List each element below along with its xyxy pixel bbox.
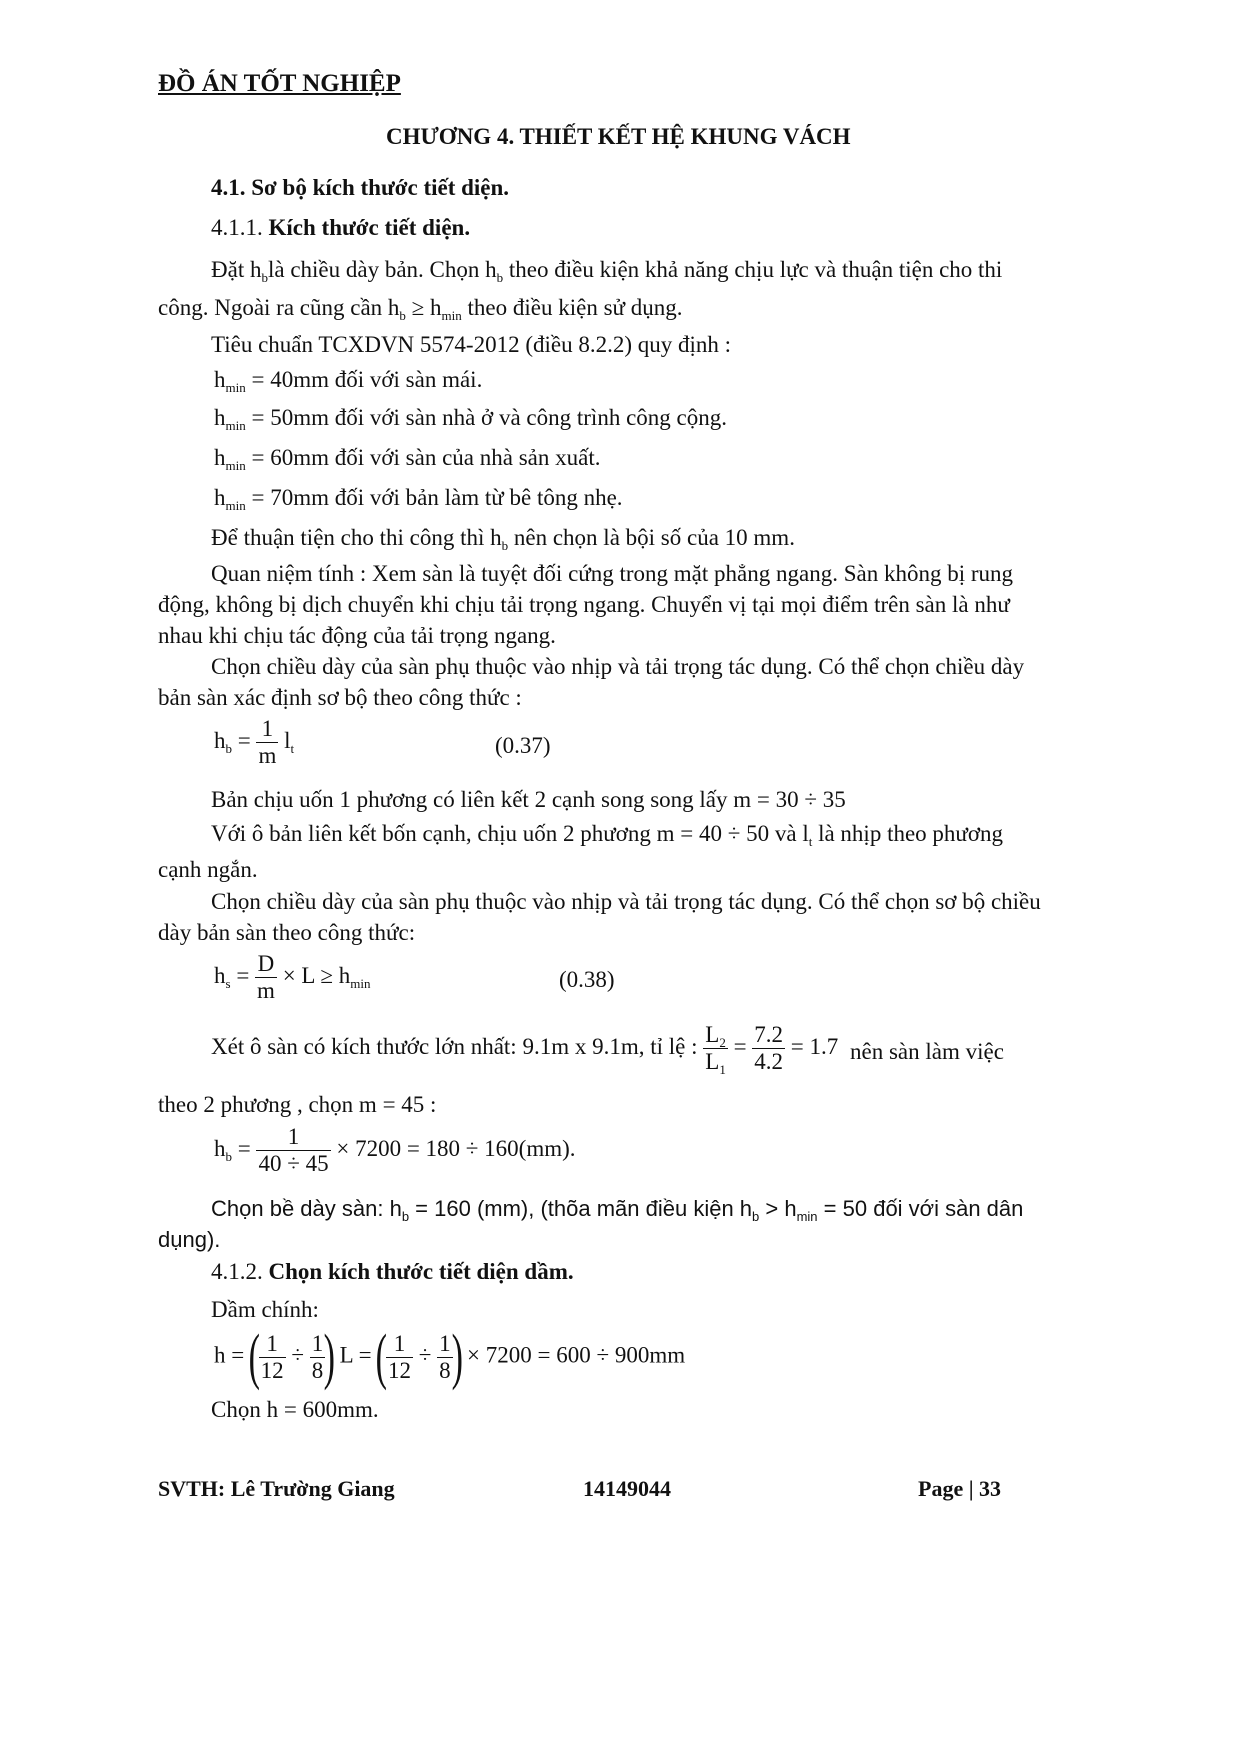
para-concept-2: động, không bị dịch chuyển khi chịu tải trọng ngang. Chuyển vị tại mọi điểm trên sàn là như [158, 592, 1010, 617]
para-convenience: Để thuận tiện cho thi công thì $h_b$ nên chọn là bội số của 10 mm. [211, 525, 795, 553]
chapter-title: CHƯƠNG 4. THIẾT KẾT HỆ KHUNG VÁCH [386, 124, 851, 149]
text-run: theo điều kiện sử dụng. [461, 295, 683, 320]
text-run: Bản chịu uốn 1 phương có liên kết 2 cạnh song song lấy [211, 787, 734, 812]
math-run: m = 30 ÷ 35 [733, 787, 846, 812]
subsection-number: 4.1.1. [211, 215, 269, 240]
hmin-line-3: $h_{min} = 60mm$ đối với sàn của nhà sản xuất. [214, 445, 601, 473]
para-ratio: Xét ô sàn có kích thước lớn nhất: 9.1m x 9.1m, tỉ lệ : $\frac{L_2}{L_1}$ = $\frac{7.2}{4.2}$ = 1.7 [211, 1022, 839, 1077]
para-concept-1: Quan niệm tính : Xem sàn là tuyệt đối cứng trong mặt phẳng ngang. Sàn không bị rung [211, 561, 1014, 586]
subsection-number: 4.1.2. [211, 1259, 269, 1284]
para-chosen-thickness-1: Chọn bề dày sàn: $h_b = 160$ (mm), (thõa mãn điều kiện $h_b > h_{min} = 50$ đối với sàn dân [211, 1196, 1024, 1224]
subsection-title: Chọn kích thước tiết diện dầm. [268, 1259, 574, 1284]
hmin-line-2: $h_{min} = 50mm$ đối với sàn nhà ở và công trình công cộng. [214, 405, 727, 433]
text-run: Chọn [211, 1397, 267, 1422]
para-one-way [211, 788, 846, 812]
text-run: Xét ô sàn có kích thước lớn nhất: 9.1m x 9.1m, tỉ lệ : [211, 1033, 704, 1059]
subsection-4-1-1 [211, 216, 470, 240]
math-run: × 7200 = 600 ÷ 900mm [461, 1342, 686, 1368]
page-header-title: ĐỒ ÁN TỐT NGHIỆP [158, 70, 401, 97]
equation-number-0-37: (0.37) [495, 733, 551, 758]
formula-0-37: $h_b$ = $\frac{1}{m}$ $l_t$ [214, 716, 295, 768]
fraction: $\frac{1}{12}$ [260, 1330, 284, 1383]
fraction: $\frac{1}{8}$ [311, 1330, 324, 1383]
para-1-line-1: Đặt $h_blà$ chiều dày bản. Chọn $h_b$ theo điều kiện khả năng chịu lực và thuận tiện cho thi [211, 257, 1003, 285]
chosen-height [211, 1398, 379, 1422]
math-run: × 7200 = 180 ÷ 160(mm). [330, 1135, 576, 1161]
para-two-way-1: Với ô bản liên kết bốn cạnh, chịu uốn 2 phương m = 40 ÷ 50 và $l_t$ là nhịp theo phương [211, 821, 1004, 849]
text-run: là chiều dày bản. Chọn [267, 257, 486, 282]
fraction: $\frac{1}{8}$ [439, 1330, 451, 1383]
text-run: = 50mm đối với sàn nhà ở và công trình công cộng. [245, 405, 727, 430]
hmin-line-1: $h_{min} = 40mm$ đối với sàn mái. [214, 367, 483, 395]
hmin-line-4: $h_{min} = 70mm$ đối với bản làm từ bê tông nhẹ. [214, 485, 623, 513]
fraction: $\frac{D}{m}$ [257, 951, 275, 1003]
text-run: = 50 đối với sàn dân [817, 1196, 1024, 1221]
subsection-title: Kích thước tiết diện. [268, 215, 471, 240]
para-thickness-2: bản sàn xác định sơ bộ theo công thức : [158, 685, 522, 710]
text-run: = 70mm đối với bản làm từ bê tông nhẹ. [245, 485, 623, 510]
text-run: Chọn bề dày sàn: h [211, 1196, 402, 1221]
text-run: là nhịp theo phương [812, 821, 1004, 846]
text-run: theo điều kiện khả năng chịu lực và thuận tiện cho thi [503, 257, 1003, 282]
text-run: > h [759, 1196, 797, 1221]
text-run: = 160 (mm), (thõa mãn điều kiện h [409, 1196, 753, 1221]
formula-hb: $h_b$ = $\frac{1}{40 \div 45}$ × 7200 = 180 ÷ 160(mm). [214, 1124, 576, 1176]
para-concept-3: nhau khi chịu tác động của tải trọng ngang. [158, 623, 556, 648]
equation-number-0-38: (0.38) [559, 967, 615, 992]
text-run: = 60mm đối với sàn của nhà sản xuất. [245, 445, 601, 470]
formula-beam-height: h = ( $\frac{1}{12}$ ÷ $\frac{1}{8}$ ) L = ( $\frac{1}{12}$ ÷ $\frac{1}{8}$ ) × 7200 = 600 ÷ 900mm [214, 1323, 686, 1391]
subsection-4-1-2 [211, 1260, 574, 1284]
para-chosen-thickness-2: dụng). [158, 1227, 221, 1252]
para-prelim-2: dày bản sàn theo công thức: [158, 920, 416, 945]
para-ratio-tail: nên sàn làm việc [850, 1039, 1004, 1064]
footer-author: SVTH: Lê Trường Giang [158, 1476, 395, 1501]
footer-page-number: Page | 33 [918, 1476, 1002, 1501]
para-thickness-1: Chọn chiều dày của sàn phụ thuộc vào nhịp và tải trọng tác dụng. Có thể chọn chiều dày [211, 654, 1025, 679]
fraction: $\frac{1}{m}$ [258, 716, 277, 768]
main-beam-label: Dầm chính: [211, 1297, 319, 1322]
text-run: Để thuận tiện cho thi công thì [211, 525, 491, 550]
para-two-way-choice: theo 2 phương , chọn m = 45 : [158, 1092, 437, 1117]
fraction: $\frac{L_2}{L_1}$ [705, 1022, 726, 1077]
text-run: Đặt [211, 257, 250, 282]
fraction: $\frac{7.2}{4.2}$ [754, 1022, 784, 1074]
math-run: = 1.7 [785, 1033, 839, 1059]
text-run: công. Ngoài ra cũng cần [158, 295, 388, 320]
math-run: h = 600mm [266, 1397, 373, 1422]
para-prelim-1: Chọn chiều dày của sàn phụ thuộc vào nhịp và tải trọng tác dụng. Có thể chọn sơ bộ chiều [211, 889, 1041, 914]
para-1-line-2: công. Ngoài ra cũng cần $h_b \ge h_{min}$ theo điều kiện sử dụng. [158, 295, 683, 323]
footer-student-id: 14149044 [583, 1476, 671, 1501]
text-run: = 40mm đối với sàn mái. [245, 367, 483, 392]
fraction: $\frac{1}{12}$ [388, 1330, 411, 1383]
section-title: 4.1. Sơ bộ kích thước tiết diện. [211, 175, 510, 200]
text-run: . [372, 1397, 379, 1422]
standard-note: Tiêu chuẩn TCXDVN 5574-2012 (điều 8.2.2) quy định : [211, 332, 732, 357]
text-run: nên chọn là bội số của 10 mm. [508, 525, 795, 550]
text-run: Với ô bản liên kết bốn cạnh, chịu uốn 2 phương [211, 821, 657, 846]
formula-0-38: $h_s$ = $\frac{D}{m}$ × $L \ge h_{min}$ [214, 951, 371, 1003]
math-run: m = 40 ÷ 50 [656, 821, 770, 846]
text-run: và [769, 821, 803, 846]
para-two-way-2: cạnh ngắn. [158, 857, 258, 882]
fraction: $\frac{1}{40 \div 45}$ [258, 1124, 329, 1176]
